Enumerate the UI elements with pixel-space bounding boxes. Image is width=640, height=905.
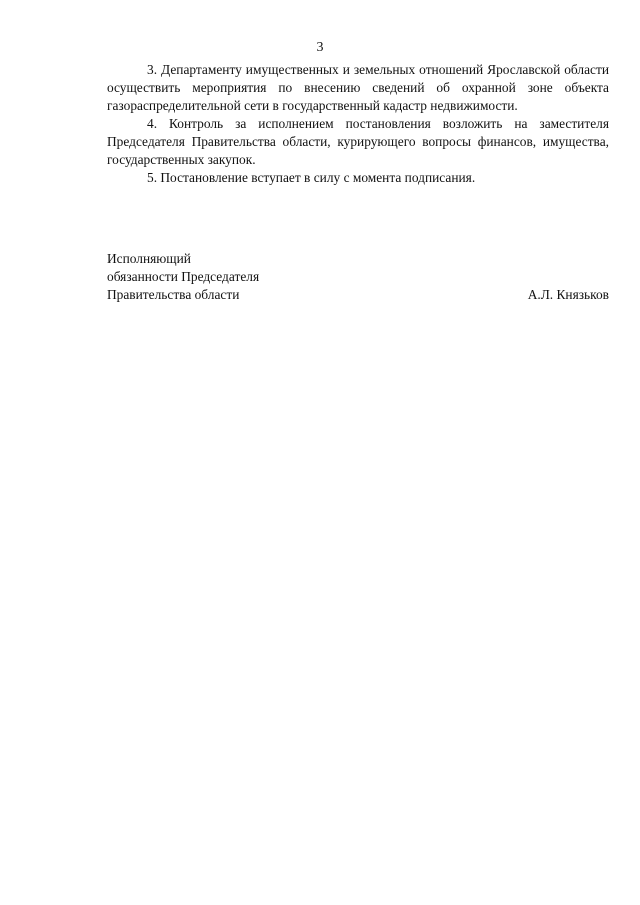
signature-block: [107, 250, 609, 304]
paragraph-4: 4. Контроль за исполнением постановления возложить на заместителя Председателя Правительства области, курирующего вопросы финансов, имущества, государственных закупок.: [107, 116, 609, 167]
signer-position-line-3: Правительства области: [107, 287, 240, 302]
paragraph-5: 5. Постановление вступает в силу с момента подписания.: [147, 170, 476, 185]
page-number: 3: [316, 40, 324, 55]
signature-last-row: [107, 286, 609, 304]
signer-position-line-2: обязанности Председателя: [107, 269, 260, 284]
paragraph-3: 3. Департаменту имущественных и земельных отношений Ярославской области осуществить мероприятия по внесению сведений об охранной зоне объекта газораспределительной сети в государственный кадастр недвижимости.: [107, 62, 609, 113]
document-body: [107, 61, 609, 187]
signer-name: А.Л. Князьков: [527, 287, 609, 302]
signer-position-line-1: Исполняющий: [107, 251, 191, 266]
